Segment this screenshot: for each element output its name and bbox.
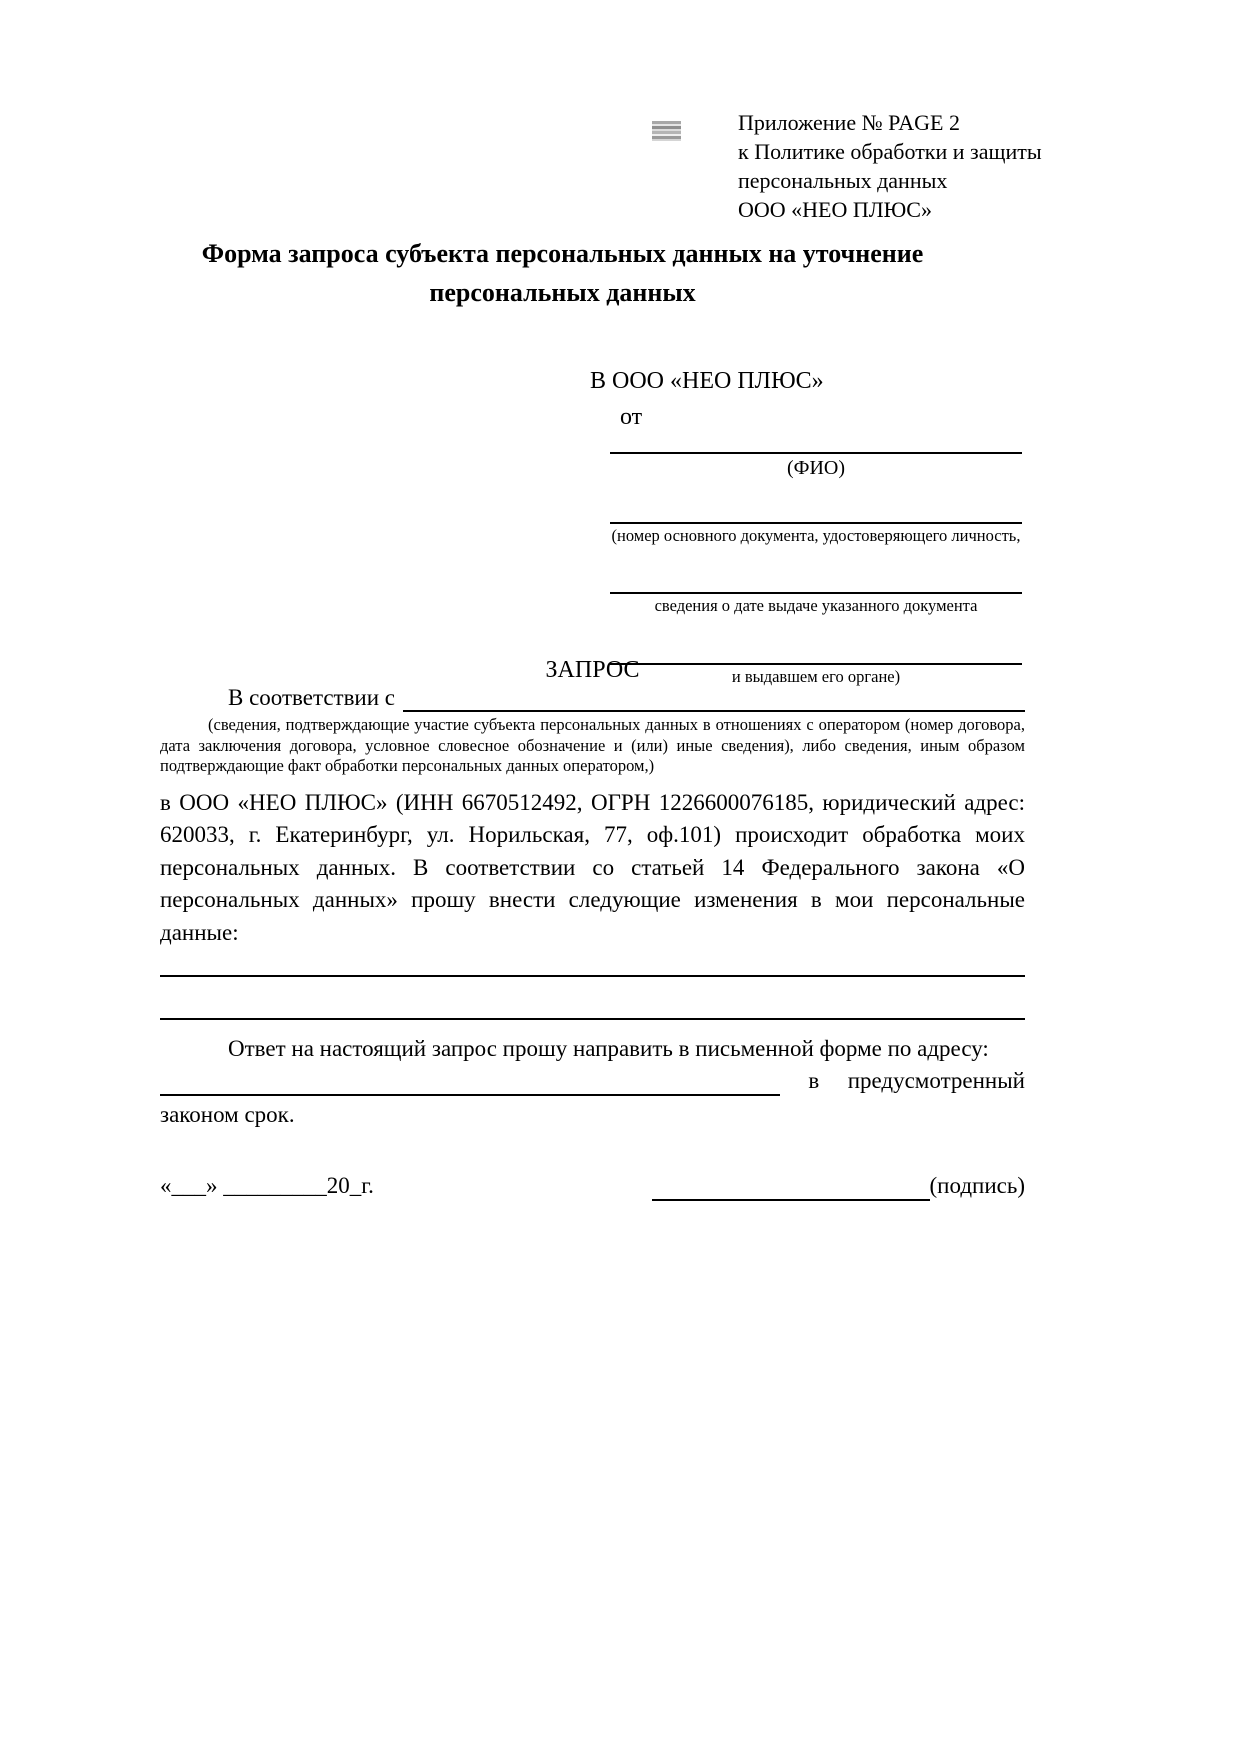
main-paragraph: в ООО «НЕО ПЛЮС» (ИНН 6670512492, ОГРН 1226600076185, юридический адрес: 620033, г. Екатеринбург, ул. Норильская, 77, оф.101) происходит обработка моих персональных данных. В соответствии со статьей 14 Федерального закона «О персональных данных» прошу внести следующие изменения в мои персональные данные: bbox=[160, 789, 1025, 945]
signature-caption: (подпись) bbox=[929, 1173, 1025, 1198]
intro-blank-line bbox=[403, 688, 1025, 712]
issuing-authority-caption: и выдавшем его органе) bbox=[731, 667, 901, 686]
document-number-blank-line bbox=[610, 502, 1022, 524]
header-line-policy: к Политике обработки и защиты bbox=[738, 139, 1042, 164]
reply-address-blank-line bbox=[160, 1070, 780, 1096]
fio-blank-line bbox=[610, 432, 1022, 454]
issue-date-blank-line bbox=[610, 572, 1022, 594]
intro-row bbox=[160, 684, 1025, 712]
signature-group bbox=[652, 1171, 1025, 1201]
request-body-block bbox=[160, 684, 1025, 1201]
signature-row bbox=[160, 1171, 1025, 1201]
intro-text: В соответствии с bbox=[228, 685, 396, 710]
reply-tail-rest: предусмотренный bbox=[847, 1068, 1025, 1093]
header-line-company: ООО «НЕО ПЛЮС» bbox=[738, 197, 932, 222]
header-line-personal-data: персональных данных bbox=[738, 168, 948, 193]
addressee-block bbox=[590, 366, 1022, 687]
addressee-to: В ООО «НЕО ПЛЮС» bbox=[590, 368, 824, 394]
document-number-caption: (номер основного документа, удостоверяющего личность, bbox=[611, 526, 1021, 545]
reply-address-row bbox=[160, 1066, 1025, 1096]
field-issue-date bbox=[610, 572, 1022, 616]
page-title: Форма запроса субъекта персональных данных на уточнение персональных данных bbox=[201, 239, 924, 307]
fio-caption: (ФИО) bbox=[786, 457, 845, 479]
addressee-from-label: от bbox=[620, 404, 643, 430]
date-blank-text: «___» _________20_г. bbox=[160, 1173, 374, 1198]
header-appendix-block bbox=[738, 108, 1042, 224]
reply-request-text: Ответ на настоящий запрос прошу направить в письменной форме по адресу: bbox=[228, 1036, 989, 1061]
footnote-text: (сведения, подтверждающие участие субъекта персональных данных в отношениях с оператором (номер договора, дата заключения договора, условное словесное обозначение и (или) иные сведения), либо сведения, иным образом подтверждающие факт обработки персональных данных оператором,) bbox=[160, 715, 1025, 775]
changes-blank-line-2 bbox=[160, 977, 1025, 1020]
issue-date-caption: сведения о дате выдаче указанного документа bbox=[654, 596, 978, 615]
request-heading: ЗАПРОС bbox=[545, 657, 640, 683]
field-document-number bbox=[610, 502, 1022, 546]
header-line-appendix: Приложение № PAGE 2 bbox=[738, 110, 960, 135]
changes-blank-line-1 bbox=[160, 949, 1025, 977]
reply-tail-line2: законом срок. bbox=[160, 1102, 295, 1127]
field-fio bbox=[610, 432, 1022, 480]
signature-blank-line bbox=[652, 1175, 930, 1201]
blurred-artifact-icon bbox=[652, 121, 681, 141]
reply-tail-word: в bbox=[808, 1068, 820, 1093]
